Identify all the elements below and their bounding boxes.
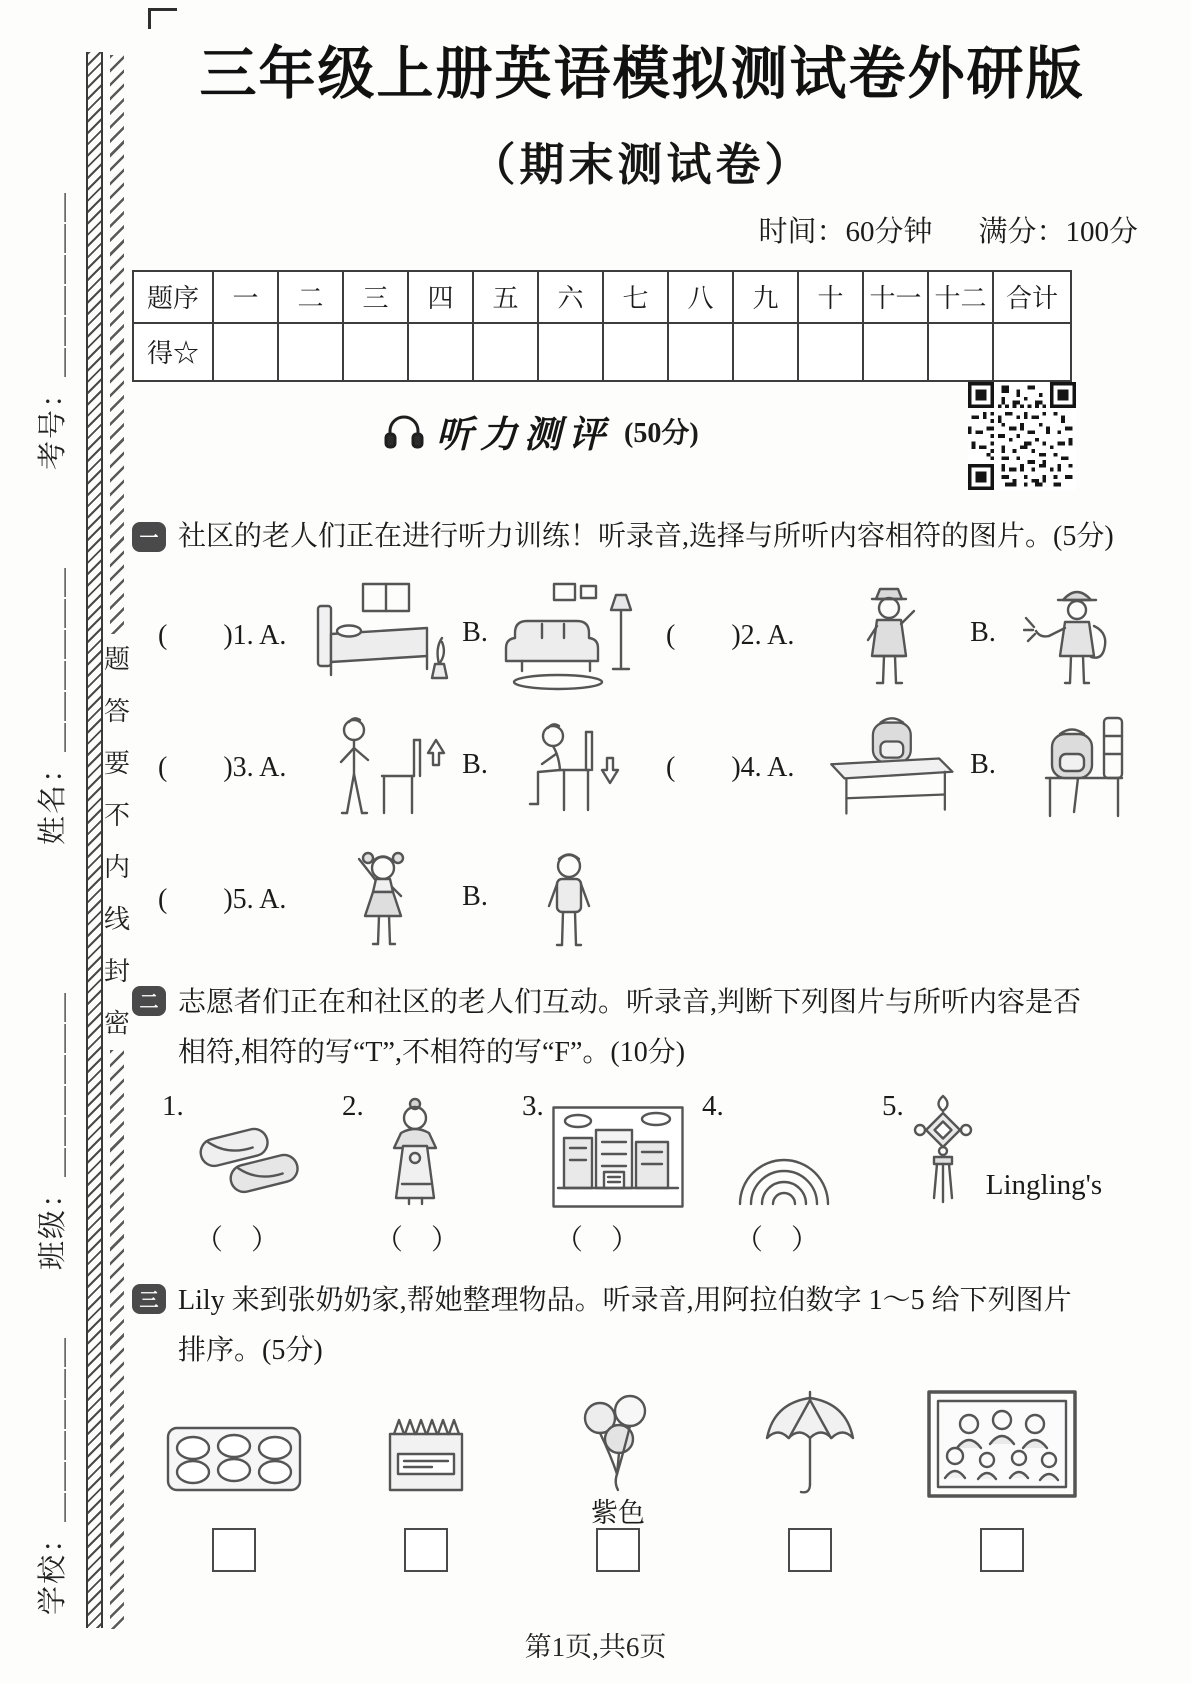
q3-item-2 xyxy=(330,1386,522,1572)
student-name-field: 姓名：＿＿＿＿＿＿ xyxy=(37,565,69,845)
score-table-col: 三 xyxy=(343,271,408,323)
chinese-knot-image xyxy=(912,1094,974,1208)
q3-item-4-answer-box xyxy=(788,1528,832,1572)
q2-item-4-number: 4. xyxy=(702,1089,724,1122)
q2-item-5-number: 5. xyxy=(882,1089,904,1122)
q3-item-3 xyxy=(522,1386,714,1572)
q1-item-1-label-b: B. xyxy=(462,616,488,648)
exam-meta xyxy=(132,209,1152,250)
score-table-col: 六 xyxy=(538,271,603,323)
bedroom-image xyxy=(311,580,451,692)
score-cell xyxy=(343,323,408,381)
seal-char: 密 xyxy=(103,1009,130,1038)
boy-sitting-down-image xyxy=(506,712,632,824)
question-2-text-line2: 相符,相符的写“T”,不相符的写“F”。(10分) xyxy=(178,1036,686,1068)
score-cell xyxy=(993,323,1071,381)
q2-item-2-number: 2. xyxy=(342,1089,364,1122)
q1-item-3-label-b: B. xyxy=(462,748,488,780)
seal-char: 封 xyxy=(103,957,130,986)
q2-item-5 xyxy=(882,1090,1102,1258)
q3-item-5-answer-box xyxy=(980,1528,1024,1572)
q3-item-3-caption: 紫色 xyxy=(591,1497,645,1528)
score-cell xyxy=(473,323,538,381)
q1-item-5-label-b: B. xyxy=(462,880,488,912)
seal-dash-bottom xyxy=(110,1050,124,1629)
question-1 xyxy=(132,514,1152,956)
score-cell xyxy=(213,323,278,381)
q1-item-5 xyxy=(158,838,644,956)
score-table-col: 二 xyxy=(278,271,343,323)
score-cell xyxy=(798,323,863,381)
binding-edge xyxy=(86,52,103,1628)
grandma-image xyxy=(372,1096,458,1208)
crayon-box-image xyxy=(377,1398,475,1498)
q2-items xyxy=(132,1090,1152,1258)
family-photo-image xyxy=(927,1390,1077,1498)
q1-item-3-label-a: ( )3. A. xyxy=(158,751,287,783)
q1-item-1-label-a: ( )1. A. xyxy=(158,619,287,651)
seal-char: 线 xyxy=(103,905,130,934)
score-table-col: 四 xyxy=(408,271,473,323)
q1-row-1 xyxy=(132,574,1152,692)
boy-standing-up-image xyxy=(316,712,446,824)
q2-item-4 xyxy=(702,1090,882,1258)
question-3-text xyxy=(178,1276,1072,1376)
umbrella-image xyxy=(760,1390,860,1498)
score-table-col: 十二 xyxy=(928,271,993,323)
question-1-text: 社区的老人们正在进行听力训练！听录音,选择与所听内容相符的图片。(5分) xyxy=(178,520,1114,552)
police-officer-image xyxy=(848,580,930,692)
seal-char: 内 xyxy=(103,853,130,882)
listening-title: 听力测评 xyxy=(436,413,612,455)
q1-row-2 xyxy=(132,706,1152,824)
score-cell xyxy=(278,323,343,381)
q2-item-3-number: 3. xyxy=(522,1089,544,1122)
seal-dash-top xyxy=(110,55,124,634)
q2-item-3-answer-paren: （ ） xyxy=(554,1224,639,1256)
q3-item-5 xyxy=(906,1386,1098,1572)
score-cell xyxy=(863,323,928,381)
headphones-icon xyxy=(384,413,424,449)
q2-item-1 xyxy=(162,1090,342,1258)
question-2-text-line1: 志愿者们正在和社区的老人们互动。听录音,判断下列图片与所听内容是否 xyxy=(178,986,1082,1018)
rainbow-image xyxy=(732,1142,836,1208)
living-room-image xyxy=(498,580,640,692)
school-buildings-image xyxy=(552,1106,684,1208)
question-2 xyxy=(132,978,1152,1258)
question-3 xyxy=(132,1276,1152,1572)
q1-item-4 xyxy=(666,706,1152,824)
page-footer: 第1页,共6页 xyxy=(524,1632,667,1662)
listening-section-header xyxy=(384,404,699,458)
score-cell xyxy=(928,323,993,381)
q3-item-1 xyxy=(138,1386,330,1572)
q1-item-2 xyxy=(666,574,1152,692)
balloons-image xyxy=(575,1394,661,1498)
score-row-label: 得☆ xyxy=(133,323,213,381)
q3-items xyxy=(132,1386,1152,1572)
seal-char: 答 xyxy=(103,697,130,726)
q2-item-4-answer-paren: （ ） xyxy=(734,1224,819,1256)
seal-char: 要 xyxy=(103,749,130,778)
question-2-badge: 二 xyxy=(132,986,166,1016)
schoolbag-on-chair-image xyxy=(1018,712,1136,824)
question-1-badge: 一 xyxy=(132,522,166,552)
corner-crop-mark xyxy=(148,8,177,29)
egg-box-image xyxy=(163,1408,305,1498)
question-3-text-line1: Lily 来到张奶奶家,帮她整理物品。听录音,用阿拉伯数字 1～5 给下列图片 xyxy=(178,1284,1072,1316)
q2-item-2-answer-paren: （ ） xyxy=(374,1224,459,1256)
boy-standing-image xyxy=(530,844,608,956)
seal-char: 题 xyxy=(103,645,130,674)
score-table-col: 一 xyxy=(213,271,278,323)
question-3-text-line2: 排序。(5分) xyxy=(178,1334,323,1366)
paper-content xyxy=(132,42,1152,1572)
firefighter-image xyxy=(1023,580,1131,692)
seal-char: 不 xyxy=(103,801,130,830)
score-table-col: 九 xyxy=(733,271,798,323)
page-title: 三年级上册英语模拟测试卷外研版 xyxy=(199,42,1085,106)
score-cell xyxy=(538,323,603,381)
score-table-col: 五 xyxy=(473,271,538,323)
q1-item-2-label-a: ( )2. A. xyxy=(666,619,795,651)
q1-item-4-label-b: B. xyxy=(970,748,996,780)
listening-score: (50分) xyxy=(624,417,699,449)
question-2-text xyxy=(178,978,1081,1078)
score-table-header: 题序 xyxy=(133,271,213,323)
q2-item-5-caption: Lingling's xyxy=(985,1168,1103,1201)
score-table-col: 十一 xyxy=(863,271,928,323)
slippers-image xyxy=(192,1112,320,1208)
q2-item-1-number: 1. xyxy=(162,1089,184,1122)
score-table-col: 七 xyxy=(603,271,668,323)
time-limit: 时间：60分钟 xyxy=(758,215,933,248)
score-table-col-total: 合计 xyxy=(993,271,1071,323)
qr-code xyxy=(968,382,1076,490)
q2-item-3 xyxy=(522,1090,702,1258)
school-field: 学校：＿＿＿＿＿＿ xyxy=(37,1335,69,1615)
q2-item-1-answer-paren: （ ） xyxy=(194,1224,279,1256)
page-subtitle: （期末测试卷） xyxy=(470,139,814,190)
q1-item-1 xyxy=(158,574,644,692)
q1-item-5-label-a: ( )5. A. xyxy=(158,883,287,915)
seal-line xyxy=(103,0,131,1684)
score-table-col: 十 xyxy=(798,271,863,323)
q1-item-2-label-b: B. xyxy=(970,616,996,648)
score-table xyxy=(132,270,1072,382)
schoolbag-on-desk-image xyxy=(818,712,960,824)
q3-item-3-answer-box xyxy=(596,1528,640,1572)
q1-row-3 xyxy=(132,838,1152,956)
girl-pointing-image xyxy=(335,844,427,956)
question-3-badge: 三 xyxy=(132,1284,166,1314)
q3-item-4 xyxy=(714,1386,906,1572)
q2-item-2 xyxy=(342,1090,522,1258)
score-cell xyxy=(668,323,733,381)
score-cell xyxy=(408,323,473,381)
class-field: 班级：＿＿＿＿＿＿ xyxy=(37,990,69,1270)
score-cell xyxy=(603,323,668,381)
q3-item-1-answer-box xyxy=(212,1528,256,1572)
score-table-col: 八 xyxy=(668,271,733,323)
q3-item-2-answer-box xyxy=(404,1528,448,1572)
score-cell xyxy=(733,323,798,381)
exam-number-field: 考号：＿＿＿＿＿＿ xyxy=(37,190,69,470)
q1-item-4-label-a: ( )4. A. xyxy=(666,751,795,783)
full-score: 满分：100分 xyxy=(978,215,1138,248)
q1-item-3 xyxy=(158,706,644,824)
